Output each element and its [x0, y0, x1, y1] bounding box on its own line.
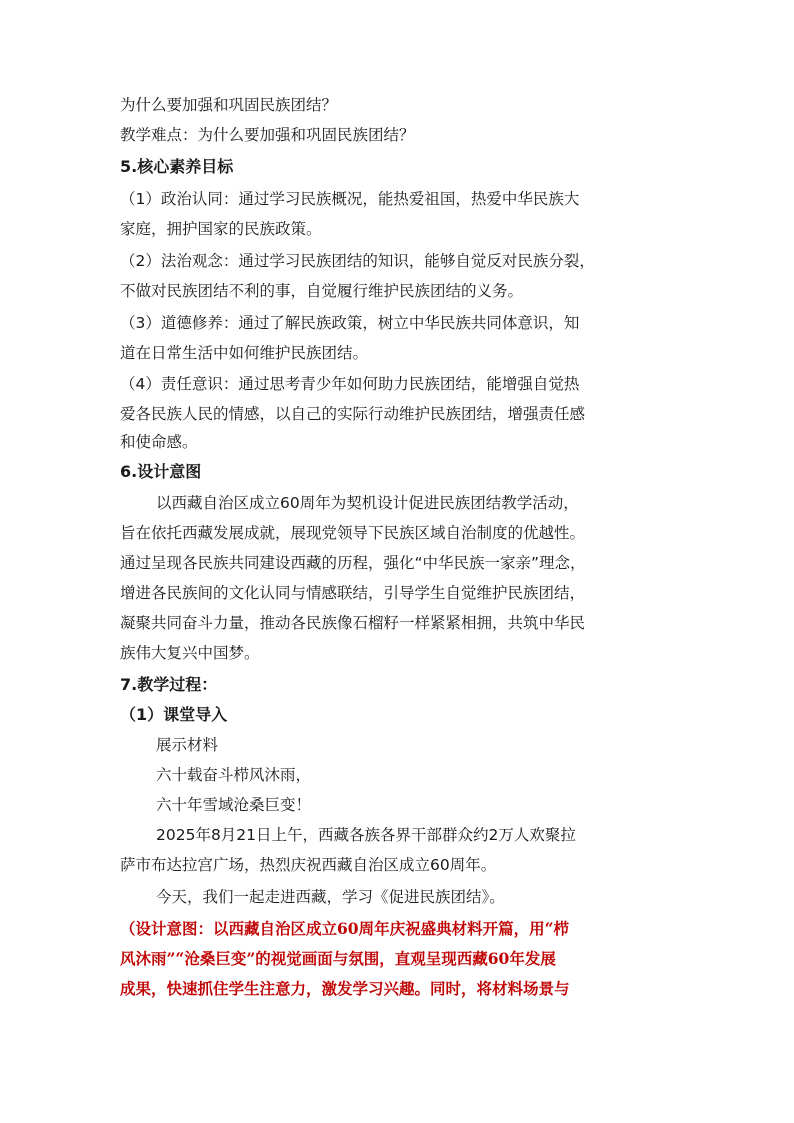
- section-heading-5: 5.核心素养目标: [120, 157, 234, 176]
- design-intent-note: （设计意图：以西藏自治区成立60周年庆祝盛典材料开篇，用“栉: [120, 919, 569, 938]
- text-line: 2025年8月21日上午，西藏各族各界干部群众约2万人欢聚拉: [156, 826, 576, 844]
- text-line: 凝聚共同奋斗力量，推动各民族像石榴籽一样紧紧相拥，共筑中华民: [120, 614, 586, 632]
- text-line: （4）责任意识：通过思考青少年如何助力民族团结，能增强自觉热: [120, 375, 580, 393]
- section-heading-7: 7.教学过程：: [120, 675, 218, 694]
- text-line: 不做对民族团结不利的事，自觉履行维护民族团结的义务。: [120, 282, 524, 300]
- text-line: 今天，我们一起走进西藏，学习《促进民族团结》。: [156, 888, 505, 906]
- text-line: 增进各民族间的文化认同与情感联结，引导学生自觉维护民族团结，: [120, 584, 586, 602]
- text-line: 六十载奋斗栉风沐雨，: [156, 766, 312, 784]
- text-line: （2）法治观念：通过学习民族团结的知识，能够自觉反对民族分裂，: [120, 252, 595, 270]
- text-line: 和使命感。: [120, 433, 198, 451]
- text-line: 以西藏自治区成立60周年为契机设计促进民族团结教学活动，: [156, 494, 579, 512]
- text-line: 家庭，拥护国家的民族政策。: [120, 220, 322, 238]
- text-line: 教学难点：为什么要加强和巩固民族团结？: [120, 126, 415, 144]
- text-line: 为什么要加强和巩固民族团结？: [120, 96, 338, 114]
- text-line: 旨在依托西藏发展成就，展现党领导下民族区域自治制度的优越性。: [120, 524, 586, 542]
- section-heading-6: 6.设计意图: [120, 462, 202, 481]
- design-intent-note: 风沐雨”“沧桑巨变”的视觉画面与氛围，直观呈现西藏60年发展: [120, 949, 556, 968]
- text-line: 爱各民族人民的情感，以自己的实际行动维护民族团结，增强责任感: [120, 405, 586, 423]
- subsection-heading: （1）课堂导入: [120, 705, 228, 724]
- text-line: 六十年雪域沧桑巨变！: [156, 796, 312, 814]
- text-line: 展示材料: [156, 736, 219, 754]
- text-line: 族伟大复兴中国梦。: [120, 644, 260, 662]
- text-line: 道在日常生活中如何维护民族团结。: [120, 344, 369, 362]
- text-line: 通过呈现各民族共同建设西藏的历程，强化“中华民族一家亲”理念，: [120, 554, 586, 572]
- text-line: 萨市布达拉宫广场，热烈庆祝西藏自治区成立60周年。: [120, 856, 497, 874]
- text-line: （1）政治认同：通过学习民族概况，能热爱祖国，热爱中华民族大: [120, 190, 580, 208]
- text-line: （3）道德修养：通过了解民族政策，树立中华民族共同体意识，知: [120, 314, 580, 332]
- design-intent-note: 成果，快速抓住学生注意力，激发学习兴趣。同时，将材料场景与: [120, 979, 570, 998]
